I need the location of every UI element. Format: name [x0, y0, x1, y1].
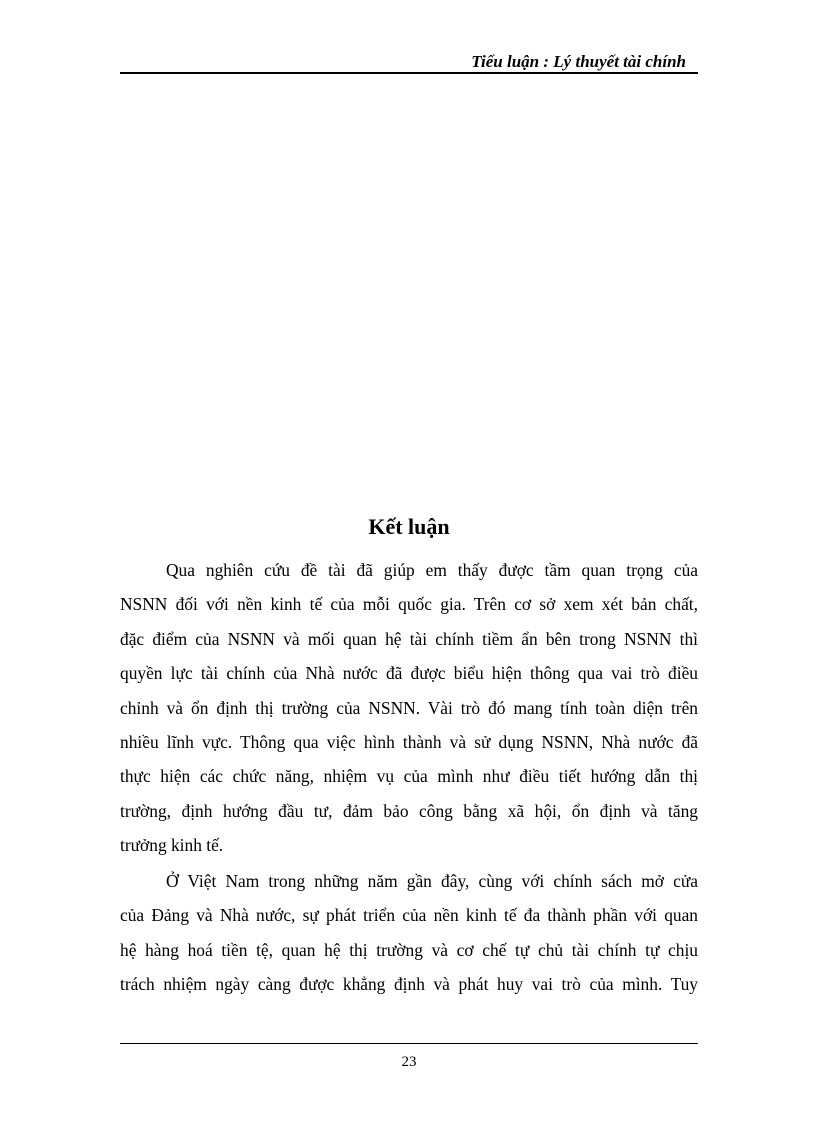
paragraph-2 — [120, 864, 698, 1002]
running-header-title: Tiểu luận : Lý thuyết tài chính — [471, 52, 686, 71]
paragraph-line: của Đảng và Nhà nước, sự phát triển của nền kinh tế đa thành phần với quan — [120, 905, 698, 926]
paragraph-line: trưởng kinh tế. — [120, 835, 224, 856]
paragraph-line: hệ hàng hoá tiền tệ, quan hệ thị trường và cơ chế tự chủ tài chính tự chịu — [120, 939, 698, 960]
header-rule — [120, 72, 698, 74]
paragraph-1 — [120, 553, 698, 863]
section-heading: Kết luận — [368, 514, 450, 539]
paragraph-line: đặc điểm của NSNN và mối quan hệ tài chính tiềm ẩn bên trong NSNN thì — [120, 628, 698, 649]
paragraph-line: chỉnh và ổn định thị trường của NSNN. Vài trò đó mang tính toàn diện trên — [120, 697, 698, 718]
paragraph-line: Qua nghiên cứu đề tài đã giúp em thấy được tầm quan trọng của — [166, 560, 698, 580]
footer-rule — [120, 1043, 698, 1044]
paragraph-line: Ở Việt Nam trong những năm gần đây, cùng với chính sách mở cửa — [166, 871, 698, 891]
paragraph-line: nhiều lĩnh vực. Thông qua việc hình thành và sử dụng NSNN, Nhà nước đã — [120, 731, 698, 752]
paragraph-line: trách nhiệm ngày càng được khẳng định và phát huy vai trò của mình. Tuy — [120, 974, 698, 995]
page-number: 23 — [401, 1054, 417, 1070]
paragraph-line: NSNN đối với nền kinh tế của mỗi quốc gia. Trên cơ sở xem xét bản chất, — [120, 594, 698, 615]
paragraph-line: thực hiện các chức năng, nhiệm vụ của mình như điều tiết hướng dẫn thị — [120, 766, 698, 787]
paragraph-line: trường, định hướng đầu tư, đảm bảo công bằng xã hội, ổn định và tăng — [120, 800, 698, 821]
paragraph-line: quyền lực tài chính của Nhà nước đã được biểu hiện thông qua vai trò điều — [120, 663, 698, 684]
